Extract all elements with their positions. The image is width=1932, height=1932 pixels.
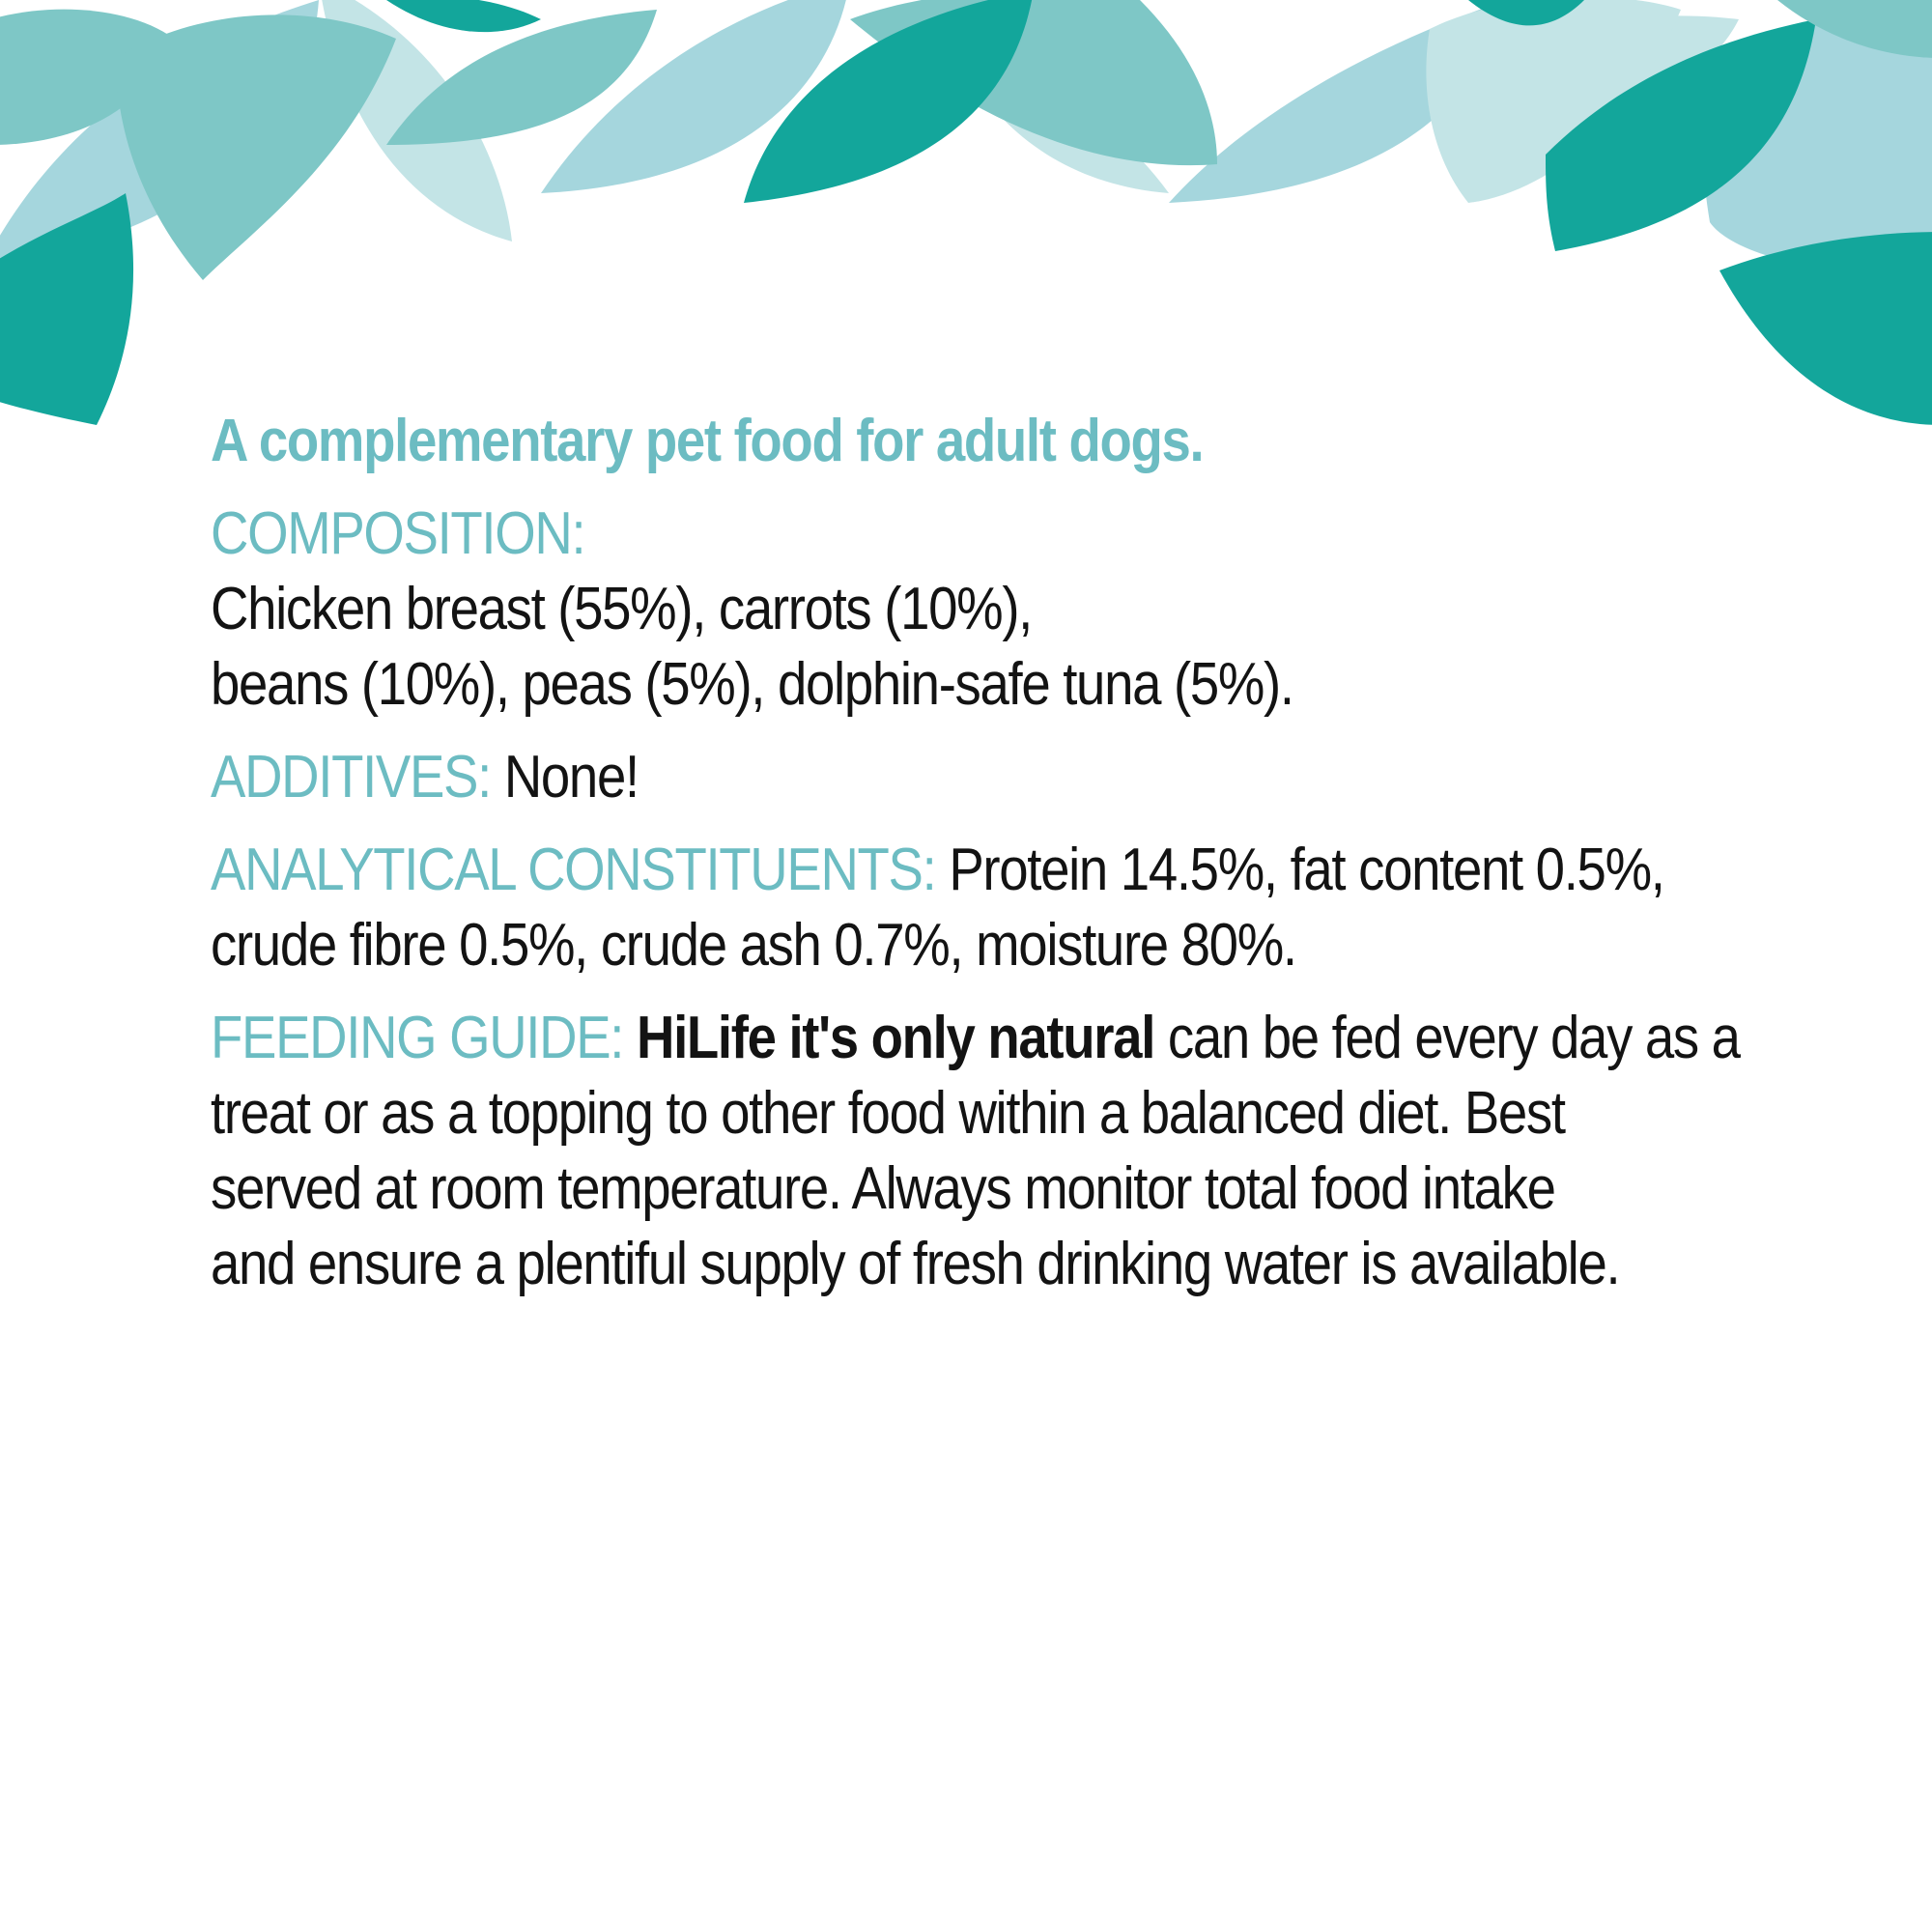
leaf-shape	[116, 14, 396, 280]
additives-row	[211, 740, 1622, 815]
leaf-shape	[386, 0, 541, 32]
feeding-line: and ensure a plentiful supply of fresh drinking water is available.	[211, 1231, 1620, 1297]
analytical-line: crude fibre 0.5%, crude ash 0.7%, moisture 80%.	[211, 912, 1296, 979]
additives-value: None!	[503, 744, 639, 810]
feeding-line: served at room temperature. Always monitor total food intake	[211, 1155, 1555, 1222]
feeding-line: treat or as a topping to other food within a balanced diet. Best	[211, 1080, 1565, 1147]
analytical-heading: ANALYTICAL CONSTITUENTS:	[211, 837, 936, 903]
intro-statement: A complementary pet food for adult dogs.	[211, 408, 1204, 474]
leaf-shape	[1719, 232, 1932, 425]
additives-heading: ADDITIVES:	[211, 744, 491, 810]
product-label-text	[211, 404, 1740, 1302]
composition-line: Chicken breast (55%), carrots (10%),	[211, 576, 1033, 642]
composition-line: beans (10%), peas (5%), dolphin-safe tuna (5%).	[211, 651, 1293, 718]
feeding-heading: FEEDING GUIDE:	[211, 1005, 624, 1071]
brand-name: HiLife it's only natural	[636, 1005, 1155, 1071]
leaf-banner-decoration	[0, 0, 1932, 444]
analytical-line: Protein 14.5%, fat content 0.5%,	[949, 837, 1664, 903]
feeding-row	[211, 1001, 1740, 1076]
analytical-row	[211, 833, 1664, 908]
composition-heading: COMPOSITION:	[211, 500, 585, 567]
feeding-line: can be fed every day as a	[1167, 1005, 1740, 1071]
